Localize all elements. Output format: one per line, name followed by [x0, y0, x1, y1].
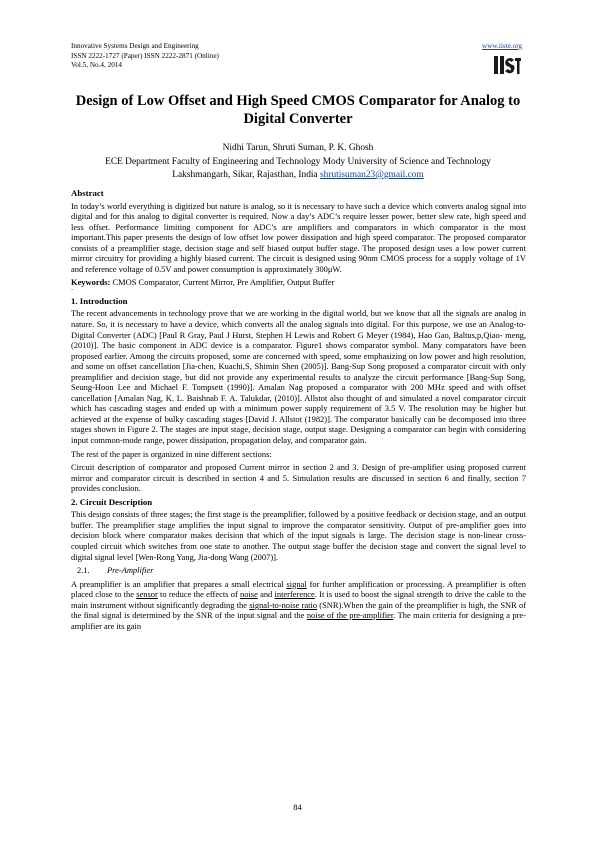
subsection-title: Pre-Amplifier: [107, 565, 154, 576]
text-run: A preamplifier is an amplifier that prepares a small electrical: [71, 578, 287, 589]
subsection-number: 2.1.: [77, 565, 90, 576]
text-run: to reduce the effects of: [157, 589, 241, 600]
journal-name: Innovative Systems Design and Engineering: [71, 42, 199, 50]
page-number: 84: [293, 802, 302, 812]
section2-heading: 2. Circuit Description: [71, 496, 153, 507]
link-interference[interactable]: interference: [274, 589, 315, 600]
link-noise-pre-amplifier[interactable]: noise of the pre-amplifier: [306, 610, 394, 621]
section2-paragraph-2: [71, 579, 526, 632]
subsection-heading: [77, 565, 526, 576]
text-run: and: [257, 589, 275, 600]
author-location: Lakshmangarh, Sikar, Rajasthan, India: [172, 170, 318, 180]
keywords-line: [71, 277, 526, 288]
section1-paragraph-1: The recent advancements in technology prove that we are working in the digital world, but we know that all the signals are analog in nature. So, it is necessary to have a device, which converts all the analog signals into digital. For this purpose, we use an Analog-to-Digital Converter (ADC) [Paul R Gray, Paul J Hurst, Stephen H Lewis and Robert G Meyer (1984), Hao Gao, Baltus,p,Qiao- meng, (2010)]. The basic component in ADC device is a comparator. Figure1 shows comparator symbol. Many comparators have been proposed earlier. Among the circuits proposed, some are concerned with speed, some emphasizing on low power and high resolution, and some on offset cancellation [Jia-chen, Kuachi,S, Shimin Shen (2005)]. Bang-Sup Song proposed a comparator circuit with only preamplifier and decision stage, but did not provide any experimental results to analyze the circuit performance [Bang-Sup Song, Seung-Hoon Lee and Michael F. Tompsett (1990)]. Amalan Nag proposed a comparator with 200 MHz speed and with offset cancellation [Amalan Nag, K. L. Baishnab F. A. Talukdar, (2010)]. Allstot also thought of and simulated a novel comparator circuit which has cascading stages and ended up with a minimum power supply requirement of 3.5 V. The resolution may be higher but achieved at the expense of bulky cascading stages [David J. Allstot (1982)]. The comparator basically can be decomposed into three stages shown in Figure 2. The stages are input stage, decision stage, output stage. Designing a comparator can begin with considering input common-mode range, power dissipation, propagation delay, and comparator gain.: [71, 308, 526, 446]
author-location-line: [71, 169, 525, 183]
text-run: . It is used to boost the signal strength to drive the cable to the main instrument without significantly degrading the: [71, 589, 527, 610]
abstract-heading: Abstract: [71, 188, 104, 198]
author-names: Nidhi Tarun, Shruti Suman, P. K. Ghosh: [222, 143, 374, 153]
stray-mark: `: [71, 287, 74, 296]
paper-title: Design of Low Offset and High Speed CMOS Comparator for Analog to Digital Converter: [75, 93, 521, 127]
keywords-text: CMOS Comparator, Current Mirror, Pre Amplifier, Output Buffer: [110, 277, 335, 288]
text-run: . The main criteria for designing a pre-amplifier are its gain: [71, 610, 526, 631]
volume-line: Vol.5, No.4, 2014: [71, 61, 122, 70]
link-sensor[interactable]: sensor: [136, 589, 158, 600]
keywords-label: Keywords:: [71, 277, 111, 288]
section1-paragraph-3: Circuit description of comparator and proposed Current mirror in section 2 and 3. Design of pre-amplifier using proposed current mirror and comparator circuit is described in section 4 and 5. Simulation results are discussed in section 6 and finally, section 7 provides conclusion.: [71, 462, 526, 494]
link-noise[interactable]: noise: [240, 589, 258, 600]
issn-line: ISSN 2222-1727 (Paper) ISSN 2222-2871 (Online): [71, 51, 219, 60]
paper-body: [71, 188, 526, 634]
link-signal[interactable]: signal: [286, 578, 307, 589]
author-email-link[interactable]: shrutisuman23@gmail.com: [320, 170, 424, 180]
website-link[interactable]: www.iiste.org: [482, 42, 523, 50]
author-block: [71, 142, 525, 183]
text-run: (SNR).When the gain of the preamplifier is high, the SNR of the final signal is determined by the SNR of the input signal and the: [71, 599, 527, 621]
iiste-logo: [492, 54, 522, 76]
section2-paragraph-1: This design consists of three stages; the first stage is the preamplifier, followed by a positive feedback or decision stage, and an output buffer. The preamplifier stage amplifies the input signal to improve the comparator sensitivity. Output of pre-amplifier goes into decision block where comparator makes decision that which of the input signals is large. The decision stage is non-linear cross-coupled circuit which switches from one state to another. The output stage buffer the decision stage and convert the signal level to digital signal level [Wen-Rong Yang, Jia-dong Wang (2007)].: [71, 509, 526, 562]
link-snr[interactable]: signal-to-noise ratio: [249, 599, 318, 610]
section1-heading: 1. Introduction: [71, 295, 128, 306]
section1-paragraph-2: The rest of the paper is organized in nine different sections:: [71, 448, 272, 459]
author-affiliation: ECE Department Faculty of Engineering and Technology Mody University of Science and Technology: [105, 156, 491, 167]
abstract-text: In today’s world everything is digitized but nature is analog, so it is necessary to have such a device which converts analog signal into digital and for this analog to digital converter is required. Now a day’s ADC’s require lesser power, better slew rate, high speed and less offset. Performance limiting component for ADC’s are amplifiers and comparators in which comparator is the most important.This paper presents the design of low offset low power dissipation and high speed comparator. The proposed comparator consists of a preamplifier stage, decision stage and self biased output buffer stage. The proposed design uses a low power current mirror circuitry for providing a highly biased current. The circuit is designed using 90nm CMOS process for a supply voltage of 1V and reference voltage of 0.5V and power consumption is approximately 300μW.: [71, 200, 526, 274]
running-header: [71, 42, 219, 71]
text-run: for further amplification or processing. A preamplifier is often placed close to the: [71, 578, 526, 600]
